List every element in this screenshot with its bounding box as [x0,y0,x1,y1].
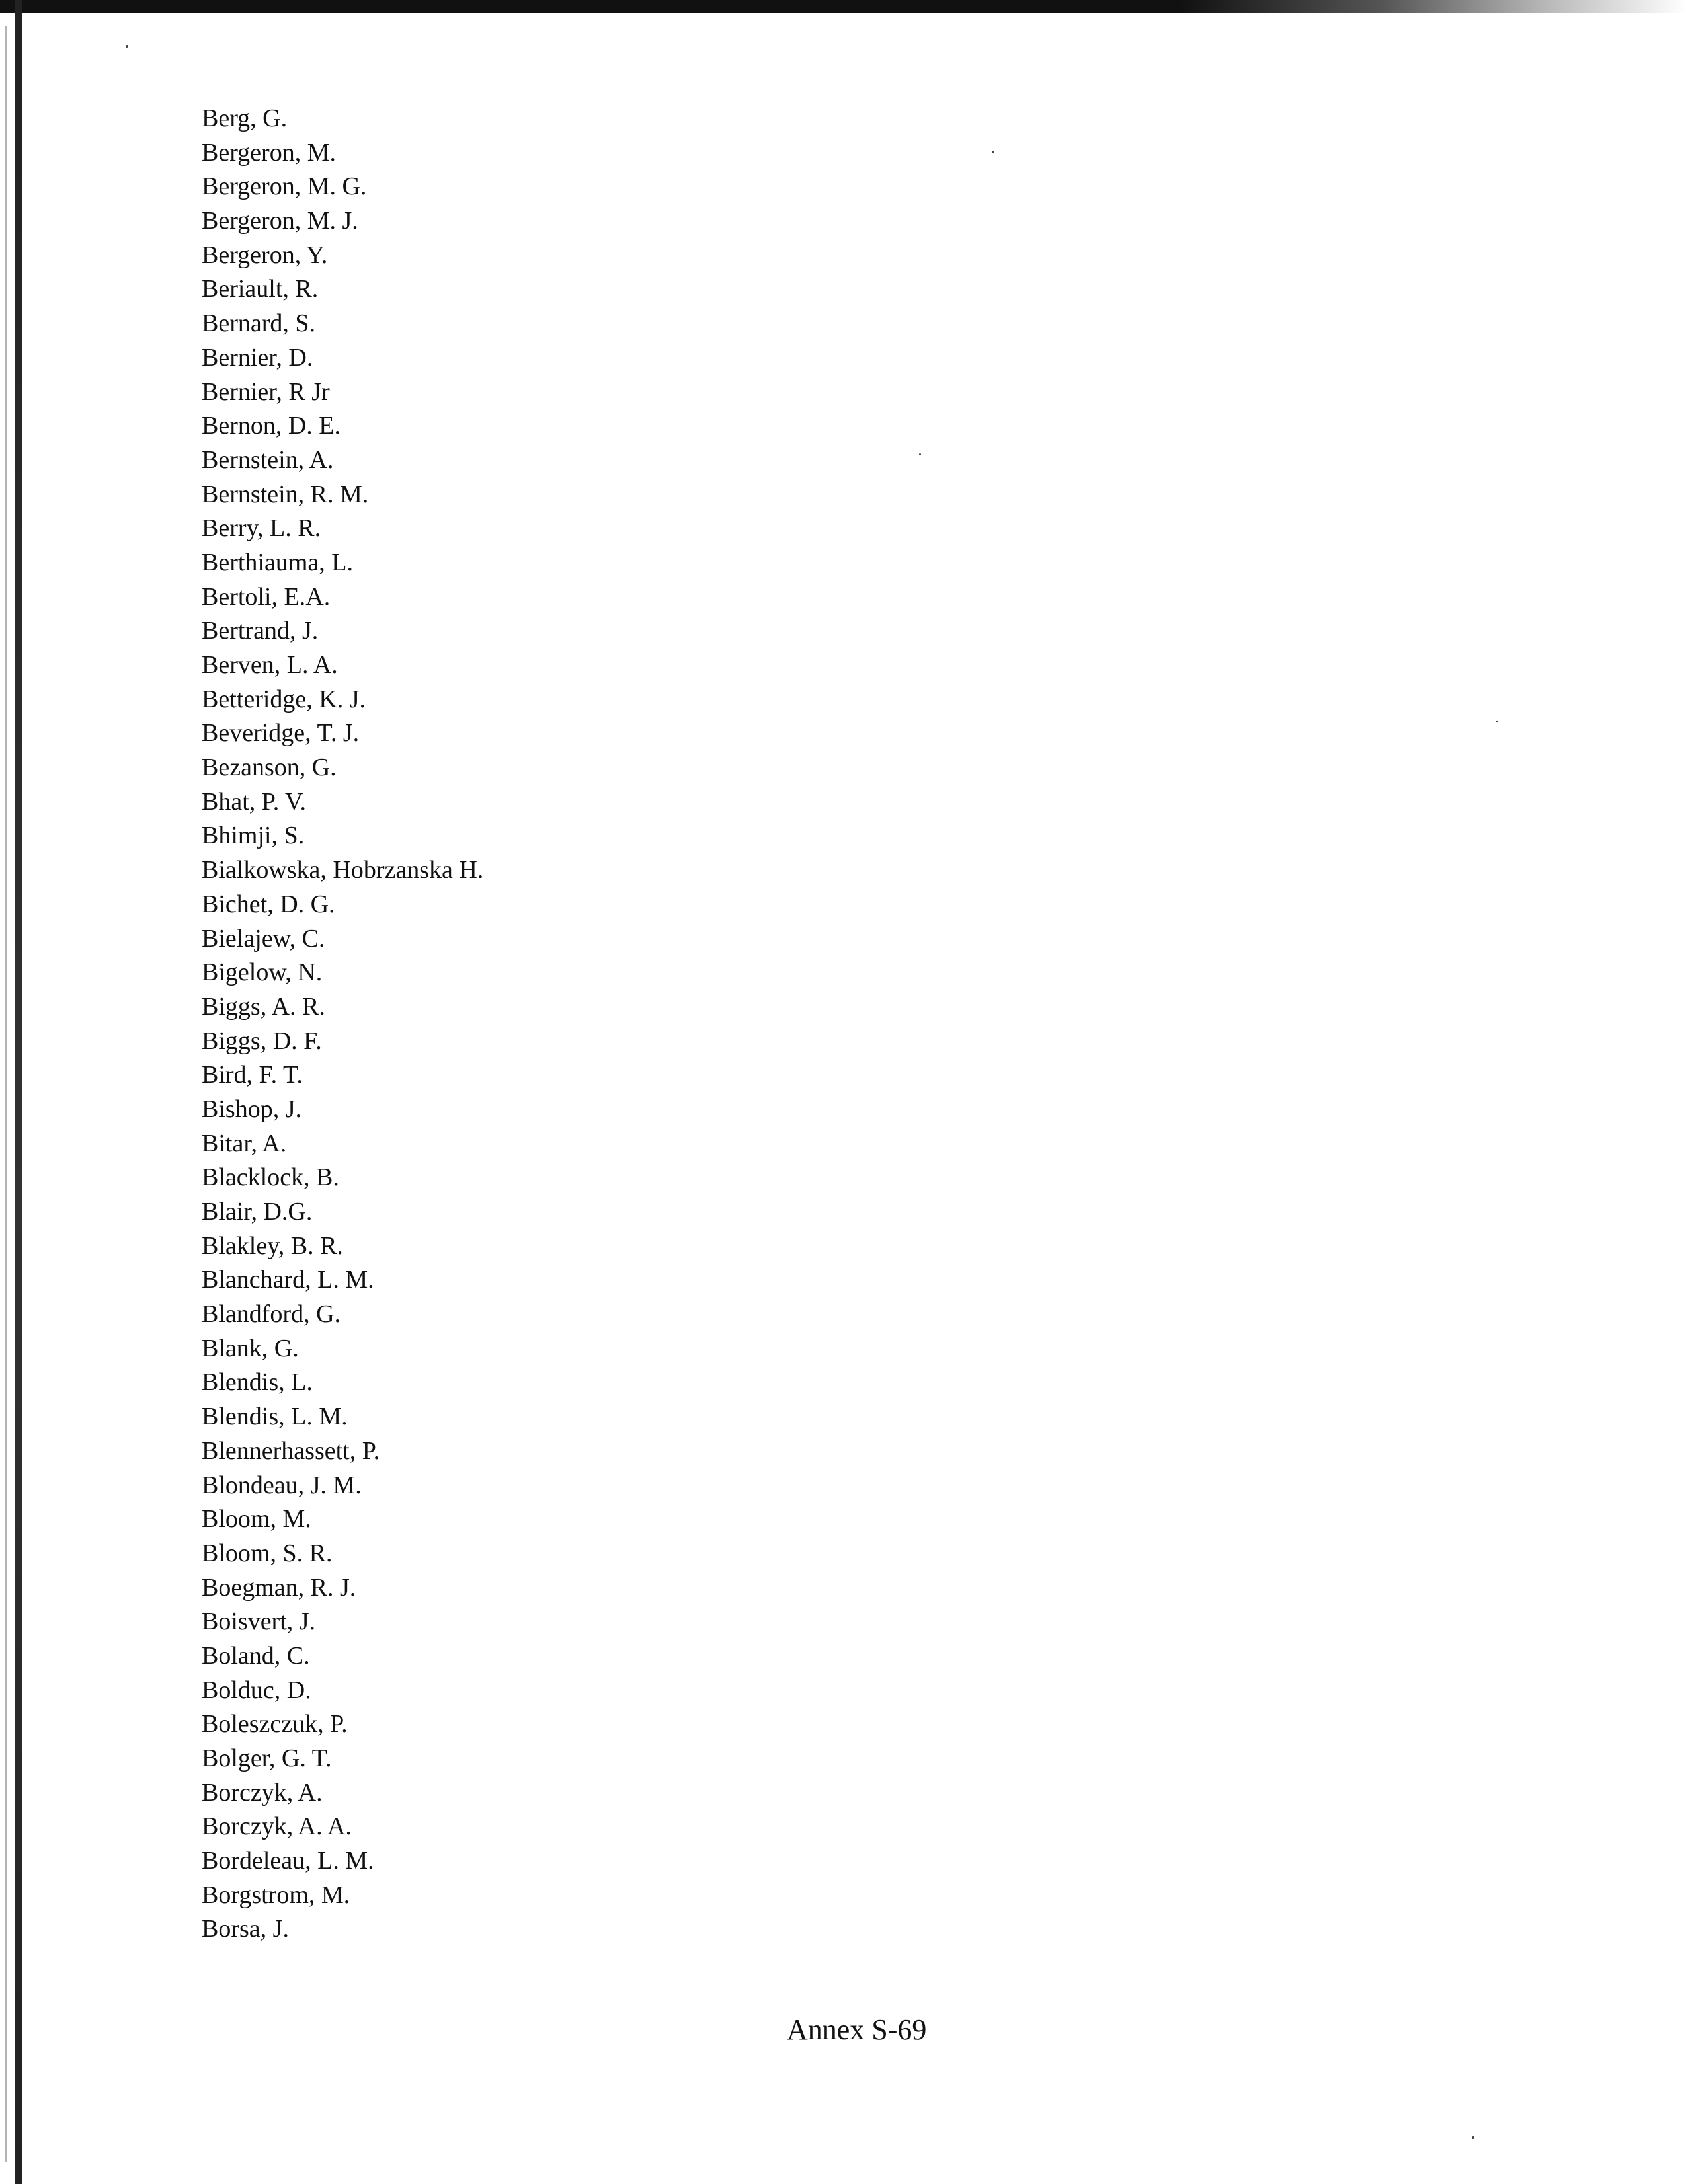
name-entry: Blakley, B. R. [202,1231,343,1260]
name-entry: Boleszczuk, P. [202,1710,348,1738]
name-entry: Biggs, D. F. [202,1027,322,1055]
scan-speck [992,151,994,153]
name-entry: Bertrand, J. [202,617,319,645]
name-entry: Blacklock, B. [202,1163,339,1192]
name-entry: Bernstein, A. [202,446,334,474]
name-entry: Bichet, D. G. [202,890,335,918]
name-entry: Bergeron, M. J. [202,207,358,235]
name-entry: Bishop, J. [202,1095,301,1123]
name-entry: Bigelow, N. [202,958,323,987]
name-entry: Bergeron, Y. [202,241,328,269]
name-entry: Bialkowska, Hobrzanska H. [202,856,484,884]
name-entry: Boland, C. [202,1641,310,1670]
name-entry: Bernard, S. [202,309,316,338]
name-entry: Blendis, L. M. [202,1403,348,1431]
name-entry: Boisvert, J. [202,1608,316,1636]
name-entry: Blennerhassett, P. [202,1436,380,1465]
name-entry: Borsa, J. [202,1915,289,1943]
name-entry: Bloom, M. [202,1505,311,1534]
name-entry: Bhat, P. V. [202,787,307,816]
scan-speck [1496,721,1498,722]
name-entry: Bezanson, G. [202,754,337,782]
name-entry: Blendis, L. [202,1368,313,1397]
page-number: Annex S-69 [787,2013,927,2046]
name-entry: Boegman, R. J. [202,1573,356,1602]
name-entry: Borgstrom, M. [202,1881,350,1909]
scan-speck [126,45,128,48]
name-entry: Bernon, D. E. [202,412,341,440]
name-entry: Bergeron, M. G. [202,173,367,201]
name-entry: Blanchard, L. M. [202,1266,374,1294]
top-border-rule [0,0,1686,13]
name-entry: Blair, D.G. [202,1198,313,1226]
name-entry: Bernier, D. [202,343,313,371]
name-entry: Blandford, G. [202,1300,341,1329]
name-entry: Berg, G. [202,104,288,132]
name-entry: Borczyk, A. [202,1778,323,1807]
name-entry: Bernstein, R. M. [202,480,369,508]
name-entry: Betteridge, K. J. [202,685,366,713]
name-entry: Bolger, G. T. [202,1744,332,1772]
name-entry: Beriault, R. [202,275,319,303]
name-entry: Beveridge, T. J. [202,719,360,748]
name-entry: Bitar, A. [202,1129,287,1157]
name-entry: Borczyk, A. A. [202,1813,352,1841]
name-entry: Blank, G. [202,1334,299,1362]
name-entry: Bergeron, M. [202,138,336,167]
name-entry: Bolduc, D. [202,1676,311,1704]
name-entry: Bielajew, C. [202,924,325,953]
scan-speck [919,453,921,455]
left-border-rule [15,0,22,2184]
name-entry: Berven, L. A. [202,651,338,679]
name-entry: Biggs, A. R. [202,992,325,1021]
name-entry: Berthiauma, L. [202,548,353,576]
name-entry: Bordeleau, L. M. [202,1847,374,1875]
name-entry: Blondeau, J. M. [202,1471,362,1499]
name-entry: Bernier, R Jr [202,377,330,406]
name-entry: Bhimji, S. [202,822,305,850]
name-entry: Bird, F. T. [202,1061,303,1089]
name-entry: Bloom, S. R. [202,1539,333,1567]
scan-speck [1472,2136,1474,2139]
name-entry: Berry, L. R. [202,514,321,543]
left-scan-edge [5,26,7,2162]
author-name-list [202,102,483,1947]
name-entry: Bertoli, E.A. [202,582,331,611]
